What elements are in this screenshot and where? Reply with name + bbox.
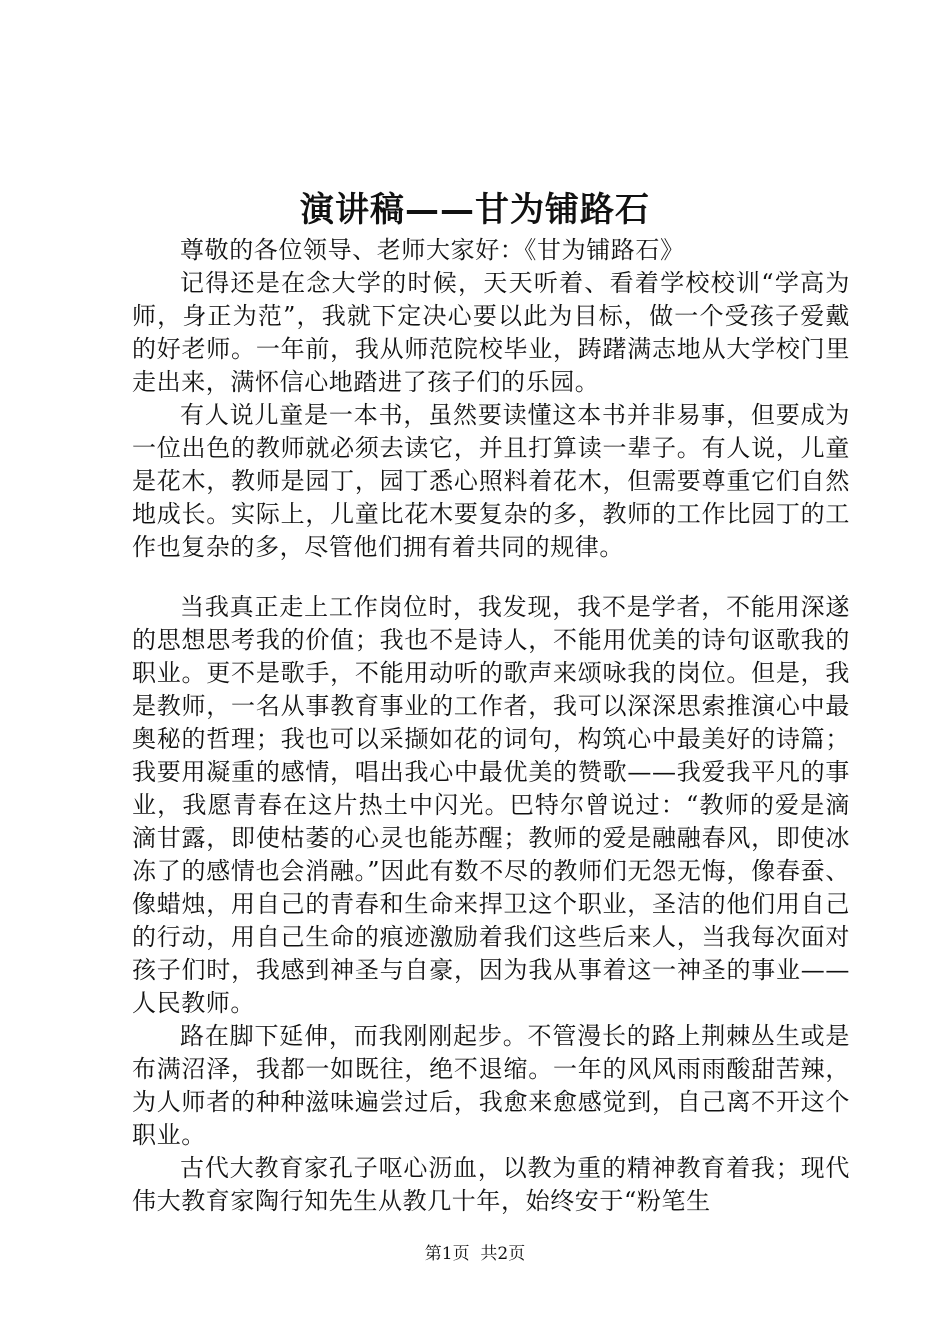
paragraph-spacer [132, 564, 850, 591]
footer-separator [470, 1244, 481, 1264]
paragraph: 有人说儿童是一本书，虽然要读懂这本书并非易事，但要成为一位出色的教师就必须去读它，并且打算读一辈子。有人说，儿童是花木，教师是园丁，园丁悉心照料着花木，但需要尊重它们自然地成长。实际上，儿童比花木要复杂的多，教师的工作比园丁的工作也复杂的多，尽管他们拥有着共同的规律。 [132, 401, 850, 561]
page-total: 共2页 [480, 1244, 526, 1264]
paragraph: 记得还是在念大学的时候，天天听着、看着学校校训“学高为师，身正为范”，我就下定决心要以此为目标，做一个受孩子爱戴的好老师。一年前，我从师范院校毕业，踌躇满志地从大学校门里走出来，满怀信心地踏进了孩子们的乐园。 [132, 269, 850, 396]
document-title: 演讲稿——甘为铺路石 [300, 190, 650, 230]
paragraph-greeting: 尊敬的各位领导、老师大家好：《甘为铺路石》 [180, 236, 685, 264]
page-footer [0, 1243, 950, 1265]
paragraph: 古代大教育家孔子呕心沥血，以教为重的精神教育着我；现代伟大教育家陶行知先生从教几十年，始终安于“粉笔生 [132, 1154, 850, 1215]
paragraph: 路在脚下延伸，而我刚刚起步。不管漫长的路上荆棘丛生或是布满沼泽，我都一如既往，绝不退缩。一年的风风雨雨酸甜苦辣，为人师者的种种滋味遍尝过后，我愈来愈感觉到，自己离不开这个职业。 [132, 1022, 850, 1149]
page-number: 第1页 [424, 1244, 470, 1264]
document-body [132, 234, 850, 1218]
paragraph: 当我真正走上工作岗位时，我发现，我不是学者，不能用深遂的思想思考我的价值；我也不是诗人，不能用优美的诗句讴歌我的职业。更不是歌手，不能用动听的歌声来颂咏我的岗位。但是，我是教师，一名从事教育事业的工作者，我可以深深思索推演心中最奥秘的哲理；我也可以采撷如花的词句，构筑心中最美好的诗篇；我要用凝重的感情，唱出我心中最优美的赞歌——我爱我平凡的事业，我愿青春在这片热土中闪光。巴特尔曾说过：“教师的爱是滴滴甘露，即使枯萎的心灵也能苏醒；教师的爱是融融春风，即使冰冻了的感情也会消融。”因此有数不尽的教师们无怨无悔，像春蚕、像蜡烛，用自己的青春和生命来捍卫这个职业，圣洁的他们用自己的行动，用自己生命的痕迹激励着我们这些后来人，当我每次面对孩子们时，我感到神圣与自豪，因为我从事着这一神圣的事业——人民教师。 [132, 593, 850, 1017]
